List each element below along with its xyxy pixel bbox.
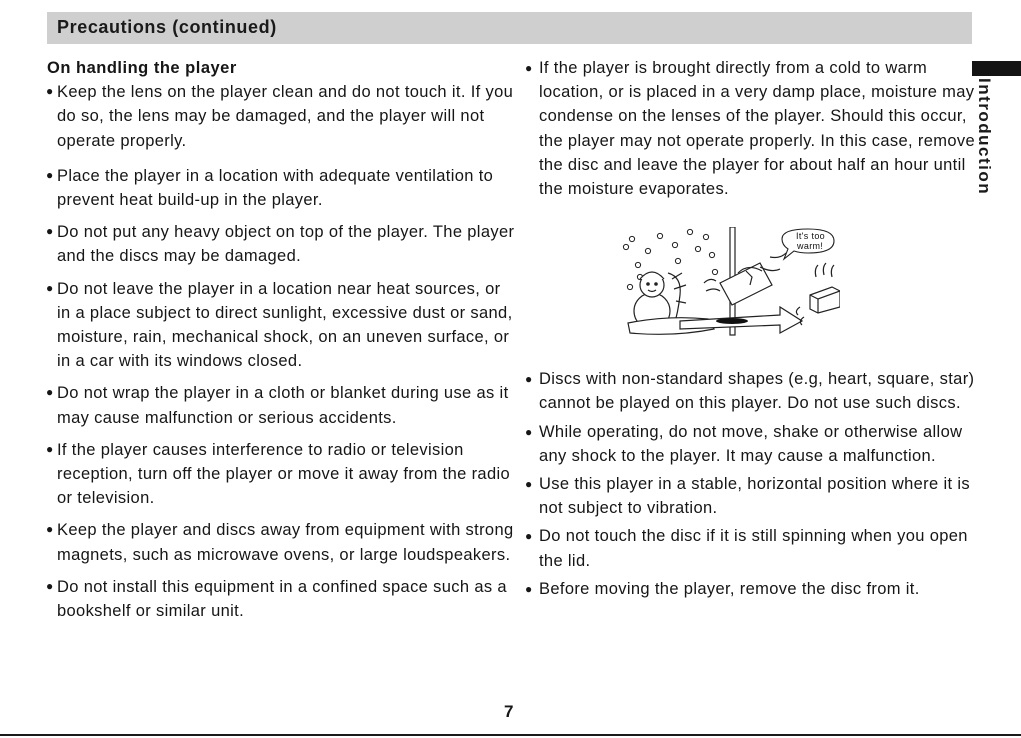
- bullet-icon: ●: [525, 424, 533, 439]
- condensation-illustration: [620, 227, 840, 341]
- list-item-text: Do not touch the disc if it is still spinning when you open the lid.: [539, 527, 968, 570]
- section-subheading: On handling the player: [47, 59, 237, 77]
- list-item-text: Place the player in a location with adequate ventilation to prevent heat build-up in the player.: [57, 166, 494, 210]
- bullet-icon: ●: [46, 522, 54, 537]
- bullet-icon: ●: [525, 529, 533, 544]
- bullet-icon: ●: [46, 167, 54, 182]
- list-item: [47, 220, 517, 268]
- list-item: [524, 367, 976, 415]
- list-item: [47, 575, 517, 623]
- list-item: [47, 518, 517, 566]
- bullet-icon: ●: [46, 280, 54, 295]
- list-item: [524, 472, 976, 520]
- right-column: [524, 56, 976, 605]
- cold-to-warm-illustration: [620, 227, 840, 341]
- list-item: [47, 438, 517, 511]
- list-item: [47, 80, 517, 153]
- side-tab-marker: [972, 61, 1021, 76]
- list-item-text: Do not leave the player in a location near heat sources, or in a place subject to direct sunlight, excessive dust or sand, moisture, rain, mechanical shock, on an uneven surface, or in a car with its windows closed.: [57, 279, 513, 371]
- list-item-text: Do not put any heavy object on top of the player. The player and the discs may be damaged.: [57, 223, 515, 266]
- list-item-text: While operating, do not move, shake or otherwise allow any shock to the player. It may cause a malfunction.: [539, 422, 963, 465]
- bullet-icon: ●: [525, 61, 533, 75]
- bullet-icon: ●: [525, 372, 533, 387]
- list-item-text: Do not install this equipment in a confined space such as a bookshelf or similar unit.: [57, 577, 507, 621]
- list-item: [524, 56, 976, 201]
- list-item: [524, 420, 976, 468]
- list-item: [47, 164, 517, 212]
- left-column: [47, 56, 517, 631]
- list-item-text: Discs with non-standard shapes (e.g, heart, square, star) cannot be played on this player. Do not use such discs.: [539, 370, 975, 413]
- bullet-icon: ●: [46, 578, 54, 593]
- speech-text-line2: warm!: [797, 241, 824, 252]
- bullet-icon: ●: [46, 385, 54, 400]
- speech-text-line1: It's too: [796, 231, 826, 242]
- list-item-text: If the player is brought directly from a cold to warm location, or is placed in a very damp place, moisture may condense on the lenses of the player. Should this occur, the player may not operate properly. In this case, remove the disc and leave the player for about half an hour until the moisture evaporates.: [539, 59, 976, 199]
- bullet-icon: ●: [46, 224, 54, 239]
- bottom-rule: [0, 734, 1021, 736]
- bullet-icon: ●: [46, 84, 54, 99]
- list-item-text: Keep the lens on the player clean and do not touch it. If you do so, the lens may be damaged, and the player will not operate properly.: [57, 83, 514, 150]
- side-tab-label: Introduction: [975, 78, 994, 196]
- section-header-bar: [47, 12, 972, 44]
- bullet-icon: ●: [525, 477, 533, 492]
- list-item-text: Do not wrap the player in a cloth or blanket during use as it may cause malfunction or serious accidents.: [57, 384, 509, 427]
- list-item-text: Keep the player and discs away from equipment with strong magnets, such as microwave ovens, or large loudspeakers.: [57, 521, 514, 564]
- list-item-text: Use this player in a stable, horizontal position where it is not subject to vibration.: [539, 475, 970, 518]
- list-item-text: If the player causes interference to radio or television reception, turn off the player or move it away from the radio or television.: [57, 440, 511, 508]
- list-item: [47, 277, 517, 374]
- page-number: 7: [504, 702, 514, 721]
- list-item: [47, 381, 517, 429]
- list-item: [524, 524, 976, 572]
- page-title: Precautions (continued): [57, 17, 277, 37]
- list-item: [524, 577, 976, 601]
- bullet-icon: ●: [525, 581, 533, 596]
- bullet-icon: ●: [46, 441, 54, 456]
- list-item-text: Before moving the player, remove the disc from it.: [539, 579, 920, 598]
